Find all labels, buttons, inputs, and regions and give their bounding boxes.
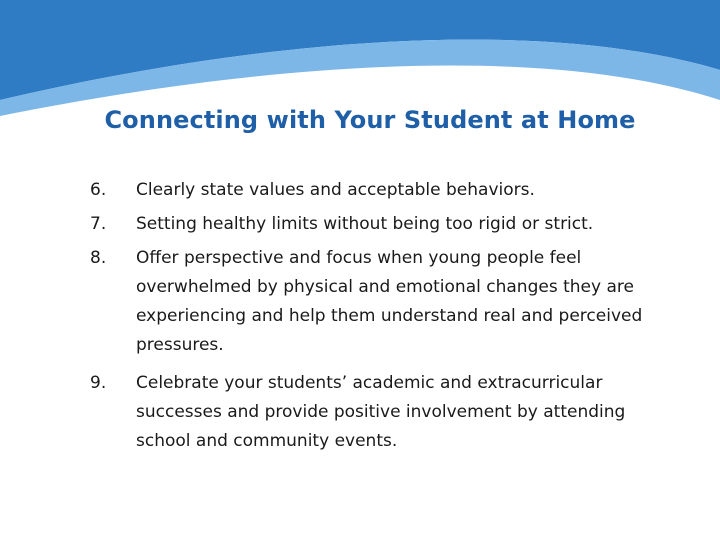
- list-item: [90, 176, 675, 205]
- list-item: [90, 244, 675, 360]
- list-item-number: 9.: [90, 373, 107, 393]
- list-item-text: Celebrate your students’ academic and extracurricular successes and provide positive involvement by attending school and community events.: [136, 373, 626, 451]
- list-item-number: 7.: [90, 214, 107, 234]
- list-item-text: Setting healthy limits without being too rigid or strict.: [136, 214, 594, 234]
- list-item-text: Clearly state values and acceptable behaviors.: [136, 180, 535, 200]
- list-item-number: 8.: [90, 248, 107, 268]
- list-item-number: 6.: [90, 180, 107, 200]
- slide-title: Connecting with Your Student at Home: [104, 106, 636, 134]
- numbered-list: [90, 176, 675, 461]
- list-item-text: Offer perspective and focus when young people feel overwhelmed by physical and emotional changes they are experiencing and help them understand real and perceived pressures.: [136, 248, 643, 355]
- list-item: [90, 369, 675, 456]
- list-item: [90, 210, 675, 239]
